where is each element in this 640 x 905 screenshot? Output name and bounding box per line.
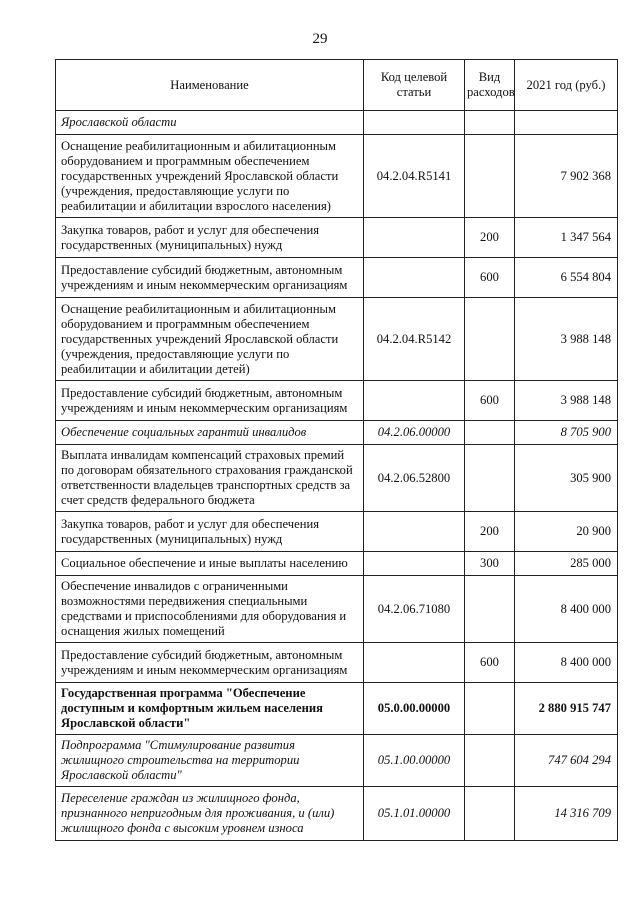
kind-cell: 200 [465, 512, 515, 552]
code-cell [364, 512, 465, 552]
name-cell: Выплата инвалидам компенсаций страховых премий по договорам обязательного страхования гражданской ответственности владельцев транспортных средств за счет средств федерального бюджета [56, 445, 364, 512]
table-row [56, 111, 618, 135]
name-cell: Предоставление субсидий бюджетным, автономным учреждениям и иным некоммерческим организациям [56, 381, 364, 421]
page-number: 29 [312, 31, 328, 47]
code-cell [364, 218, 465, 258]
name-cell: Закупка товаров, работ и услуг для обеспечения государственных (муниципальных) нужд [56, 218, 364, 258]
table-row [56, 218, 618, 258]
code-cell: 05.0.00.00000 [364, 683, 465, 735]
kind-cell: 200 [465, 218, 515, 258]
amount-cell: 3 988 148 [515, 381, 618, 421]
budget-table [55, 59, 618, 841]
table-row [56, 512, 618, 552]
kind-cell: 600 [465, 258, 515, 298]
code-cell: 04.2.06.52800 [364, 445, 465, 512]
amount-cell: 8 400 000 [515, 643, 618, 683]
name-cell: Оснащение реабилитационным и абилитационным оборудованием и программным обеспечением государственных учреждений Ярославской области (учреждения, предоставляющие услуги по реабилитации и абилитации детей) [56, 298, 364, 381]
code-cell: 04.2.06.71080 [364, 576, 465, 643]
kind-cell: 600 [465, 643, 515, 683]
code-cell: 05.1.01.00000 [364, 787, 465, 841]
header-sum: 2021 год (руб.) [515, 60, 618, 111]
kind-cell [465, 576, 515, 643]
code-cell [364, 258, 465, 298]
table-row [56, 298, 618, 381]
amount-cell: 8 705 900 [515, 421, 618, 445]
table-row [56, 735, 618, 787]
table-row [56, 643, 618, 683]
amount-cell: 2 880 915 747 [515, 683, 618, 735]
kind-cell: 600 [465, 381, 515, 421]
code-cell: 04.2.04.R5142 [364, 298, 465, 381]
kind-cell [465, 787, 515, 841]
table-row [56, 576, 618, 643]
kind-cell [465, 135, 515, 218]
name-cell: Переселение граждан из жилищного фонда, признанного непригодным для проживания, и (или) жилищного фонда с высоким уровнем износа [56, 787, 364, 841]
table-row [56, 421, 618, 445]
amount-cell: 1 347 564 [515, 218, 618, 258]
kind-cell [465, 735, 515, 787]
table-row [56, 683, 618, 735]
code-cell [364, 111, 465, 135]
kind-cell [465, 445, 515, 512]
name-cell: Обеспечение социальных гарантий инвалидов [56, 421, 364, 445]
name-cell: Закупка товаров, работ и услуг для обеспечения государственных (муниципальных) нужд [56, 512, 364, 552]
code-cell: 04.2.04.R5141 [364, 135, 465, 218]
kind-cell [465, 111, 515, 135]
code-cell [364, 643, 465, 683]
amount-cell: 6 554 804 [515, 258, 618, 298]
header-kind: Вид расходов [465, 60, 515, 111]
amount-cell: 20 900 [515, 512, 618, 552]
amount-cell: 305 900 [515, 445, 618, 512]
kind-cell [465, 298, 515, 381]
name-cell: Оснащение реабилитационным и абилитационным оборудованием и программным обеспечением государственных учреждений Ярославской области (учреждения, предоставляющие услуги по реабилитации и абилитации взрослого населения) [56, 135, 364, 218]
table-header-row [56, 60, 618, 111]
amount-cell: 7 902 368 [515, 135, 618, 218]
table-row [56, 787, 618, 841]
name-cell: Государственная программа "Обеспечение доступным и комфортным жильем населения Ярославской области" [56, 683, 364, 735]
name-cell: Предоставление субсидий бюджетным, автономным учреждениям и иным некоммерческим организациям [56, 258, 364, 298]
code-cell: 05.1.00.00000 [364, 735, 465, 787]
header-code: Код целевой статьи [364, 60, 465, 111]
kind-cell [465, 683, 515, 735]
amount-cell: 14 316 709 [515, 787, 618, 841]
amount-cell: 285 000 [515, 552, 618, 576]
table-row [56, 552, 618, 576]
code-cell [364, 552, 465, 576]
header-name: Наименование [56, 60, 364, 111]
amount-cell [515, 111, 618, 135]
amount-cell: 3 988 148 [515, 298, 618, 381]
kind-cell [465, 421, 515, 445]
table-row [56, 381, 618, 421]
amount-cell: 8 400 000 [515, 576, 618, 643]
kind-cell: 300 [465, 552, 515, 576]
name-cell: Обеспечение инвалидов с ограниченными возможностями передвижения специальными средствами и приспособлениями для оборудования и оснащения жилых помещений [56, 576, 364, 643]
code-cell [364, 381, 465, 421]
name-cell: Подпрограмма "Стимулирование развития жилищного строительства на территории Ярославской области" [56, 735, 364, 787]
table-row [56, 445, 618, 512]
table-row [56, 258, 618, 298]
table-row [56, 135, 618, 218]
name-cell: Предоставление субсидий бюджетным, автономным учреждениям и иным некоммерческим организациям [56, 643, 364, 683]
code-cell: 04.2.06.00000 [364, 421, 465, 445]
name-cell: Социальное обеспечение и иные выплаты населению [56, 552, 364, 576]
amount-cell: 747 604 294 [515, 735, 618, 787]
name-cell: Ярославской области [56, 111, 364, 135]
